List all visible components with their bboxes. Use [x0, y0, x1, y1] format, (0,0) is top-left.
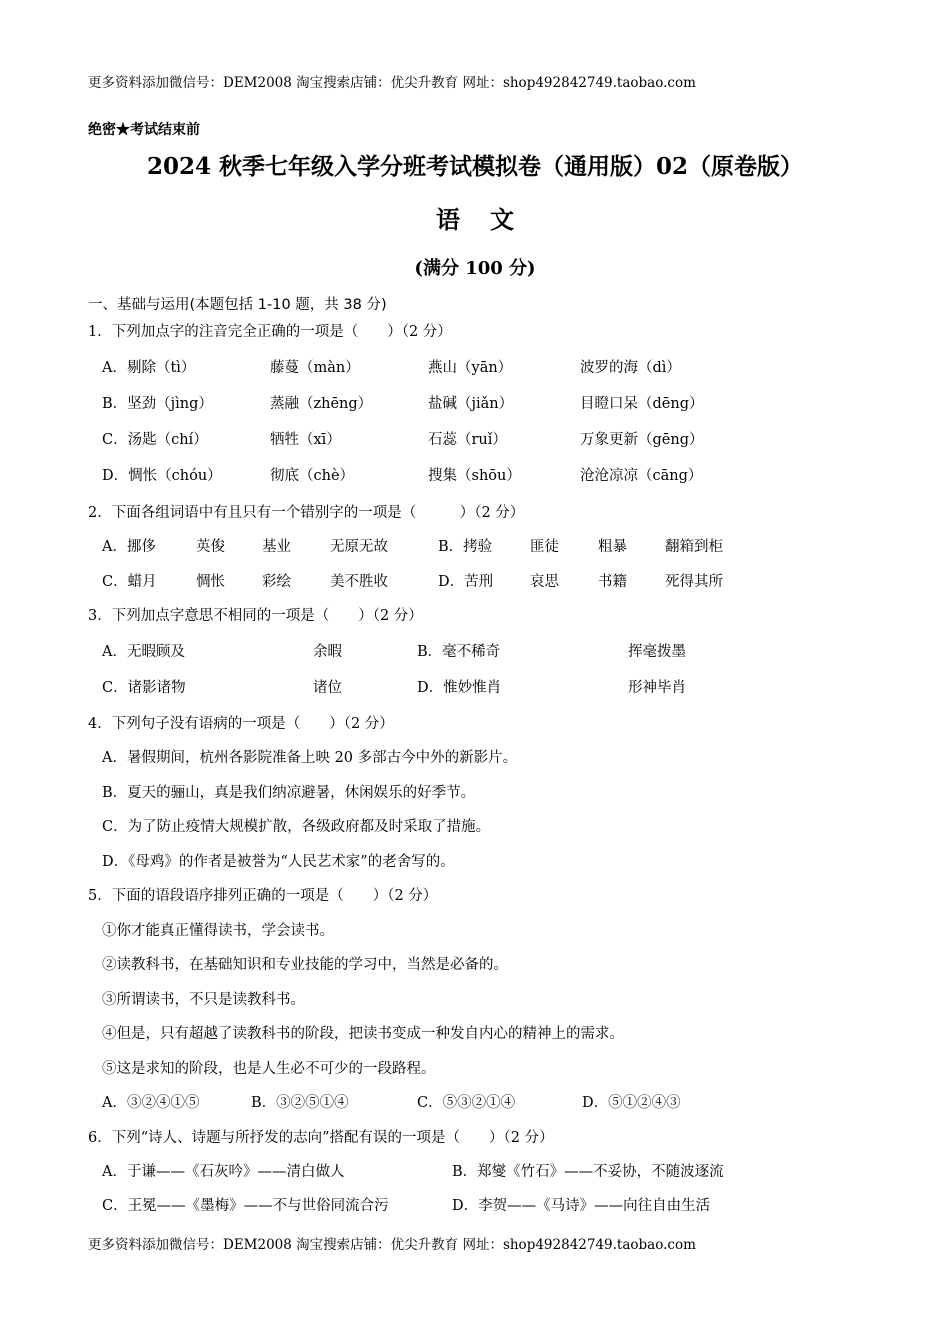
question-2-stem: 2．下面各组词语中有且只有一个错别字的一项是（ ）（2 分） — [88, 505, 525, 521]
page-title: 2024 秋季七年级入学分班考试模拟卷（通用版）02（原卷版） — [146, 153, 804, 180]
question-1-stem: 1．下列加点字的注音完全正确的一项是（ ）（2 分） — [88, 324, 452, 340]
q2-cell: 死得其所 — [665, 574, 723, 590]
q2-cell: 匪徒 — [530, 539, 559, 555]
q1-option-c-3: 石蕊（ruǐ） — [428, 432, 507, 448]
q2-cell: 哀思 — [530, 574, 559, 590]
section-heading: 一、基础与运用(本题包括 1-10 题，共 38 分) — [88, 297, 387, 313]
header-watermark-text: 更多资料添加微信号：DEM2008 淘宝搜索店铺：优尖升教育 网址：shop492842749.taobao.com — [88, 75, 696, 91]
question-5-stem: 5．下面的语段语序排列正确的一项是（ ）（2 分） — [88, 888, 438, 904]
q1-option-a-2: 藤蔓（màn） — [270, 360, 360, 376]
q1-option-c-1: C．汤匙（chí） — [102, 432, 208, 448]
question-4-stem: 4．下列句子没有语病的一项是（ ）（2 分） — [88, 716, 394, 732]
q1-option-a-1: A．剔除（tì） — [102, 360, 196, 376]
q1-option-d-4: 沧沧凉凉（cāng） — [580, 468, 703, 484]
full-score-label: (满分 100 分) — [414, 258, 536, 279]
subject-heading — [0, 200, 950, 235]
q1-option-c-4: 万象更新（gēng） — [580, 432, 704, 448]
q4-option-b: B．夏天的骊山，真是我们纳凉避暑，休闲娱乐的好季节。 — [102, 785, 476, 801]
q4-option-c: C．为了防止疫情大规模扩散，各级政府都及时采取了措施。 — [102, 819, 491, 835]
q6-option-c: C．王冕——《墨梅》——不与世俗同流合污 — [102, 1198, 389, 1214]
q3-cell: C．诸影诸物 — [102, 680, 186, 696]
q3-cell: 余暇 — [313, 644, 342, 660]
q5-sentence-5: ⑤这是求知的阶段，也是人生必不可少的一段路程。 — [102, 1061, 436, 1077]
q2-cell: 无原无故 — [330, 539, 388, 555]
q2-cell: C．蜡月 — [102, 574, 157, 590]
q3-cell: 挥毫拨墨 — [628, 644, 686, 660]
question-3-stem: 3．下列加点字意思不相同的一项是（ ）（2 分） — [88, 608, 423, 624]
q5-option-c: C．⑤③②①④ — [417, 1095, 516, 1111]
q2-cell: B．拷验 — [438, 539, 493, 555]
q5-sentence-2: ②读教科书，在基础知识和专业技能的学习中，当然是必备的。 — [102, 957, 508, 973]
q6-option-d: D．李贺——《马诗》——向往自由生活 — [452, 1198, 711, 1214]
q5-sentence-1: ①你才能真正懂得读书，学会读书。 — [102, 923, 334, 939]
q6-option-a: A．于谦——《石灰吟》——清白做人 — [102, 1164, 345, 1180]
q3-cell: 形神毕肖 — [628, 680, 686, 696]
q1-option-b-2: 蒸融（zhēng） — [270, 396, 373, 412]
question-6-stem: 6．下列“诗人、诗题与所抒发的志向”搭配有误的一项是（ ）（2 分） — [88, 1130, 554, 1146]
q2-cell: 惆怅 — [196, 574, 225, 590]
q2-cell: 书籍 — [598, 574, 627, 590]
q3-cell: 诸位 — [313, 680, 342, 696]
q1-option-a-3: 燕山（yān） — [428, 360, 513, 376]
q3-cell: D．惟妙惟肖 — [417, 680, 502, 696]
q5-option-a: A．③②④①⑤ — [102, 1095, 200, 1111]
q2-cell: A．挪侈 — [102, 539, 156, 555]
q6-option-b: B．郑燮《竹石》——不妥协，不随波逐流 — [452, 1164, 724, 1180]
footer-watermark-text: 更多资料添加微信号：DEM2008 淘宝搜索店铺：优尖升教育 网址：shop492842749.taobao.com — [88, 1237, 696, 1253]
q1-option-b-1: B．坚劲（jìng） — [102, 396, 213, 412]
q2-cell: D．苦刑 — [438, 574, 494, 590]
q2-cell: 粗暴 — [598, 539, 627, 555]
q1-option-a-4: 波罗的海（dì） — [580, 360, 681, 376]
q1-option-d-3: 搜集（shōu） — [428, 468, 521, 484]
subject-char-2: 文 — [490, 205, 514, 234]
q5-sentence-3: ③所谓读书，不只是读教科书。 — [102, 992, 305, 1008]
q3-cell: A．无暇顾及 — [102, 644, 185, 660]
q5-option-b: B．③②⑤①④ — [251, 1095, 349, 1111]
q1-option-d-1: D．惆怅（chóu） — [102, 468, 222, 484]
confidential-label: 绝密★考试结束前 — [88, 122, 200, 138]
q2-cell: 基业 — [262, 539, 291, 555]
q2-cell: 美不胜收 — [330, 574, 388, 590]
q1-option-c-2: 牺牲（xī） — [270, 432, 341, 448]
q4-option-a: A．暑假期间，杭州各影院准备上映 20 多部古今中外的新影片。 — [102, 750, 518, 766]
q1-option-b-3: 盐碱（jiǎn） — [428, 396, 514, 412]
q2-cell: 英俊 — [196, 539, 225, 555]
q5-option-d: D．⑤①②④③ — [582, 1095, 681, 1111]
q4-option-d: D．《母鸡》的作者是被誉为“人民艺术家”的老舍写的。 — [102, 854, 455, 870]
q5-sentence-4: ④但是，只有超越了读教科书的阶段，把读书变成一种发自内心的精神上的需求。 — [102, 1026, 624, 1042]
q3-cell: B．毫不稀奇 — [417, 644, 501, 660]
subject-char-1: 语 — [436, 205, 460, 234]
q2-cell: 翻箱到柜 — [665, 539, 723, 555]
q2-cell: 彩绘 — [262, 574, 291, 590]
q1-option-b-4: 目瞪口呆（dēng） — [580, 396, 704, 412]
q1-option-d-2: 彻底（chè） — [270, 468, 355, 484]
